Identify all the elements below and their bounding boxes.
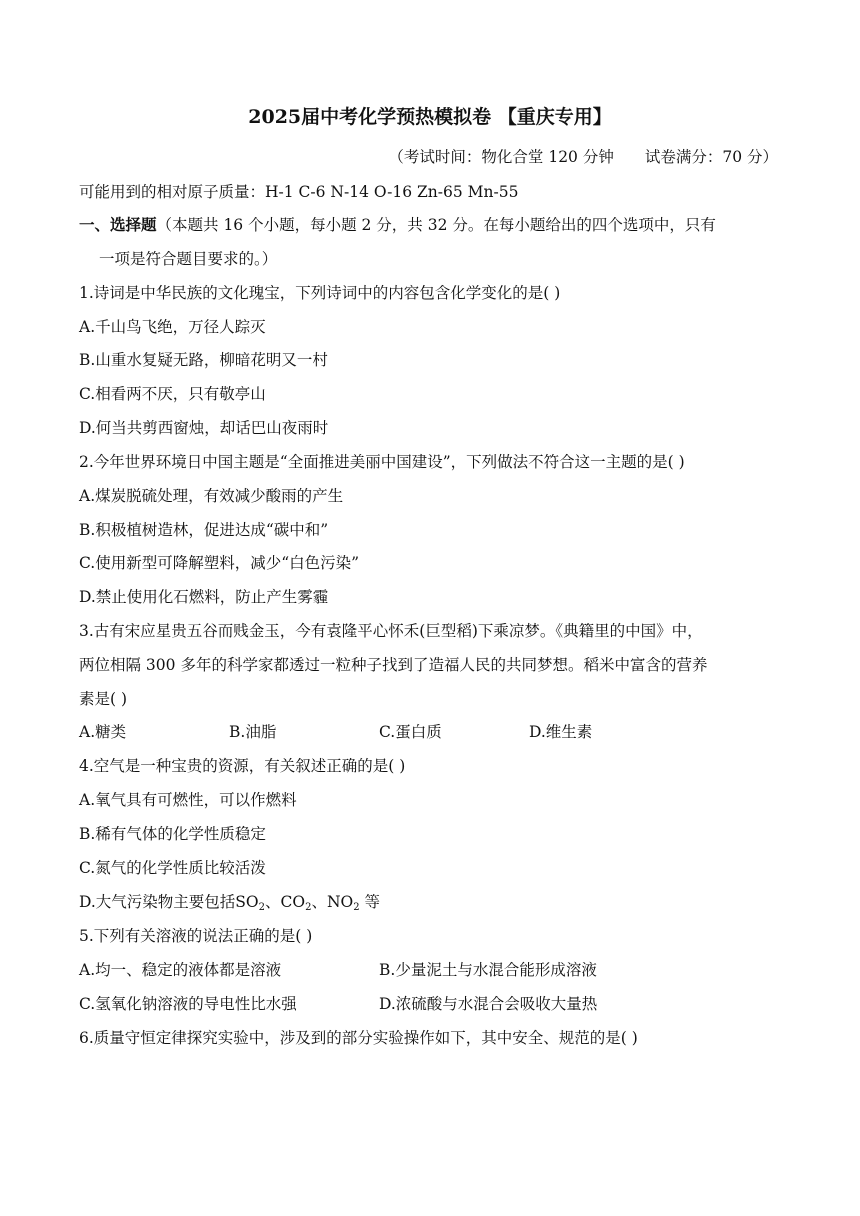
q1-stem: 1.诗词是中华民族的文化瑰宝，下列诗词中的内容包含化学变化的是( ) <box>79 284 561 302</box>
section-instructions-2: 一项是符合题目要求的。） <box>99 250 278 268</box>
q1-option-b: B.山重水复疑无路，柳暗花明又一村 <box>79 351 328 369</box>
q1-option-c: C.相看两不厌，只有敬亭山 <box>79 385 266 403</box>
q3-options <box>79 721 592 743</box>
q4-option-d: D.大气污染物主要包括$SO_2$、$CO_2$、$NO_2$ 等 <box>79 893 381 913</box>
section-header <box>79 214 716 236</box>
q3-stem-line-2: 两位相隔 300 多年的科学家都透过一粒种子找到了造福人民的共同梦想。稻米中富含的营养 <box>79 656 708 674</box>
q5-stem: 5.下列有关溶液的说法正确的是( ) <box>79 927 313 945</box>
q2-option-a: A.煤炭脱硫处理，有效减少酸雨的产生 <box>79 487 344 505</box>
q5-option-a: A.均一、稳定的液体都是溶液 <box>79 961 282 979</box>
atomic-masses: 可能用到的相对原子质量：H-1 C-6 N-14 O-16 Zn-65 Mn-55 <box>79 183 519 201</box>
exam-info: （考试时间：物化合堂 120 分钟 试卷满分：70 分） <box>388 148 778 166</box>
q5-options-row-1 <box>79 959 597 981</box>
q2-option-c: C.使用新型可降解塑料，减少“白色污染” <box>79 554 360 572</box>
section-instructions-1: （本题共 16 个小题，每小题 2 分，共 32 分。在每小题给出的四个选项中，只有 <box>156 216 716 234</box>
q2-stem: 2.今年世界环境日中国主题是“全面推进美丽中国建设”，下列做法不符合这一主题的是( ) <box>79 453 685 471</box>
q4-option-b: B.稀有气体的化学性质稳定 <box>79 825 266 843</box>
q3-option-d: D.维生素 <box>529 723 593 741</box>
q3-option-c: C.蛋白质 <box>379 723 442 741</box>
section-heading: 一、选择题 <box>79 215 157 234</box>
q3-stem-line-1: 3.古有宋应星贵五谷而贱金玉，今有袁隆平心怀禾(巨型稻)下乘凉梦。《典籍里的中国》中， <box>79 622 703 640</box>
q4-option-a: A.氧气具有可燃性，可以作燃料 <box>79 791 297 809</box>
q6-stem: 6.质量守恒定律探究实验中，涉及到的部分实验操作如下，其中安全、规范的是( ) <box>79 1029 638 1047</box>
q2-option-b: B.积极植树造林，促进达成“碳中和” <box>79 521 329 539</box>
q5-option-c: C.氢氧化钠溶液的导电性比水强 <box>79 995 297 1013</box>
q2-option-d: D.禁止使用化石燃料，防止产生雾霾 <box>79 588 329 606</box>
q3-option-a: A.糖类 <box>79 723 127 741</box>
q3-stem-line-3: 素是( ) <box>79 690 128 708</box>
q5-option-b: B.少量泥土与水混合能形成溶液 <box>379 961 597 979</box>
q3-option-b: B.油脂 <box>229 723 277 741</box>
q5-options-row-2 <box>79 993 597 1015</box>
exam-title: 2025届中考化学预热模拟卷 【重庆专用】 <box>248 106 612 128</box>
q1-option-a: A.千山鸟飞绝，万径人踪灭 <box>79 318 266 336</box>
q5-option-d: D.浓硫酸与水混合会吸收大量热 <box>379 995 598 1013</box>
q1-option-d: D.何当共剪西窗烛，却话巴山夜雨时 <box>79 419 329 437</box>
q4-stem: 4.空气是一种宝贵的资源，有关叙述正确的是( ) <box>79 757 406 775</box>
q4-option-c: C.氮气的化学性质比较活泼 <box>79 859 266 877</box>
